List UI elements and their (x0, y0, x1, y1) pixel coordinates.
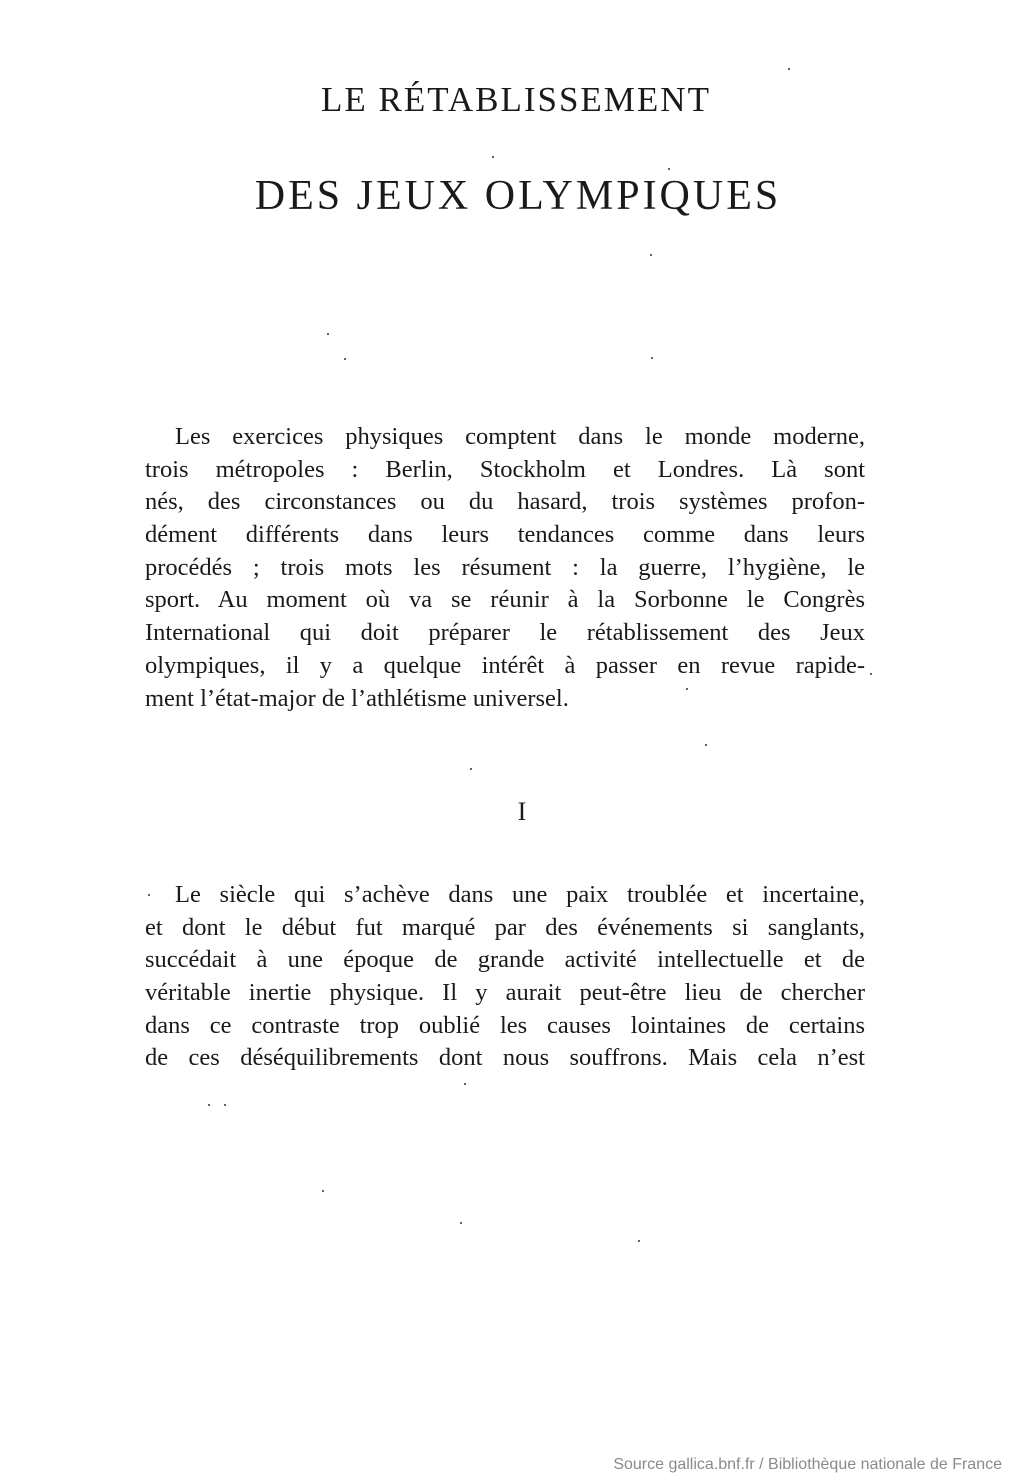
intro-line: nés, des circonstances ou du hasard, trois systèmes profon- (145, 488, 865, 516)
intro-line: Les exercices physiques comptent dans le monde moderne, (175, 423, 865, 450)
intro-line: International qui doit préparer le rétablissement des Jeux (145, 619, 865, 647)
scan-speck (344, 358, 346, 360)
section-line: véritable inertie physique. Il y aurait peut-être lieu de chercher (145, 979, 865, 1007)
section-line: succédait à une époque de grande activité intellectuelle et de (145, 946, 865, 974)
scan-speck (460, 1222, 462, 1224)
intro-paragraph (145, 421, 865, 715)
intro-line: ment l’état-major de l’athlétisme universel. (145, 684, 569, 712)
scan-speck (322, 1190, 324, 1192)
scan-speck (668, 168, 670, 170)
scan-speck (705, 744, 707, 746)
intro-line: trois métropoles : Berlin, Stockholm et Londres. Là sont (145, 455, 865, 483)
section-line: Le siècle qui s’achève dans une paix troublée et incertaine, (175, 881, 865, 908)
scan-speck (651, 357, 653, 359)
scan-speck (464, 1083, 466, 1085)
section-line: dans ce contraste trop oublié les causes lointaines de certains (145, 1011, 865, 1039)
scan-speck (788, 68, 790, 70)
section-paragraph (145, 879, 865, 1075)
scan-speck (470, 768, 472, 770)
scan-speck (650, 254, 652, 256)
scan-speck (638, 1240, 640, 1242)
scan-speck (208, 1104, 210, 1106)
scan-speck (686, 688, 688, 690)
intro-line: olympiques, il y a quelque intérêt à passer en revue rapide- (145, 651, 865, 679)
intro-line: dément différents dans leurs tendances comme dans leurs (145, 521, 865, 549)
section-numeral: I (517, 797, 527, 826)
source-attribution: Source gallica.bnf.fr / Bibliothèque nationale de France (613, 1456, 1002, 1473)
intro-line: sport. Au moment où va se réunir à la Sorbonne le Congrès (145, 586, 865, 614)
section-line: et dont le début fut marqué par des événements si sanglants, (145, 913, 865, 941)
scan-speck (327, 333, 329, 335)
scan-speck (492, 156, 494, 158)
scan-speck (870, 673, 872, 675)
intro-line: procédés ; trois mots les résument : la guerre, l’hygiène, le (145, 553, 865, 581)
scan-speck (148, 894, 150, 896)
page-title-line-2: DES JEUX OLYMPIQUES (254, 173, 782, 219)
page-title-line-1: LE RÉTABLISSEMENT (321, 80, 711, 119)
section-line: de ces déséquilibrements dont nous souffrons. Mais cela n’est (145, 1044, 865, 1072)
scan-speck (224, 1104, 226, 1106)
